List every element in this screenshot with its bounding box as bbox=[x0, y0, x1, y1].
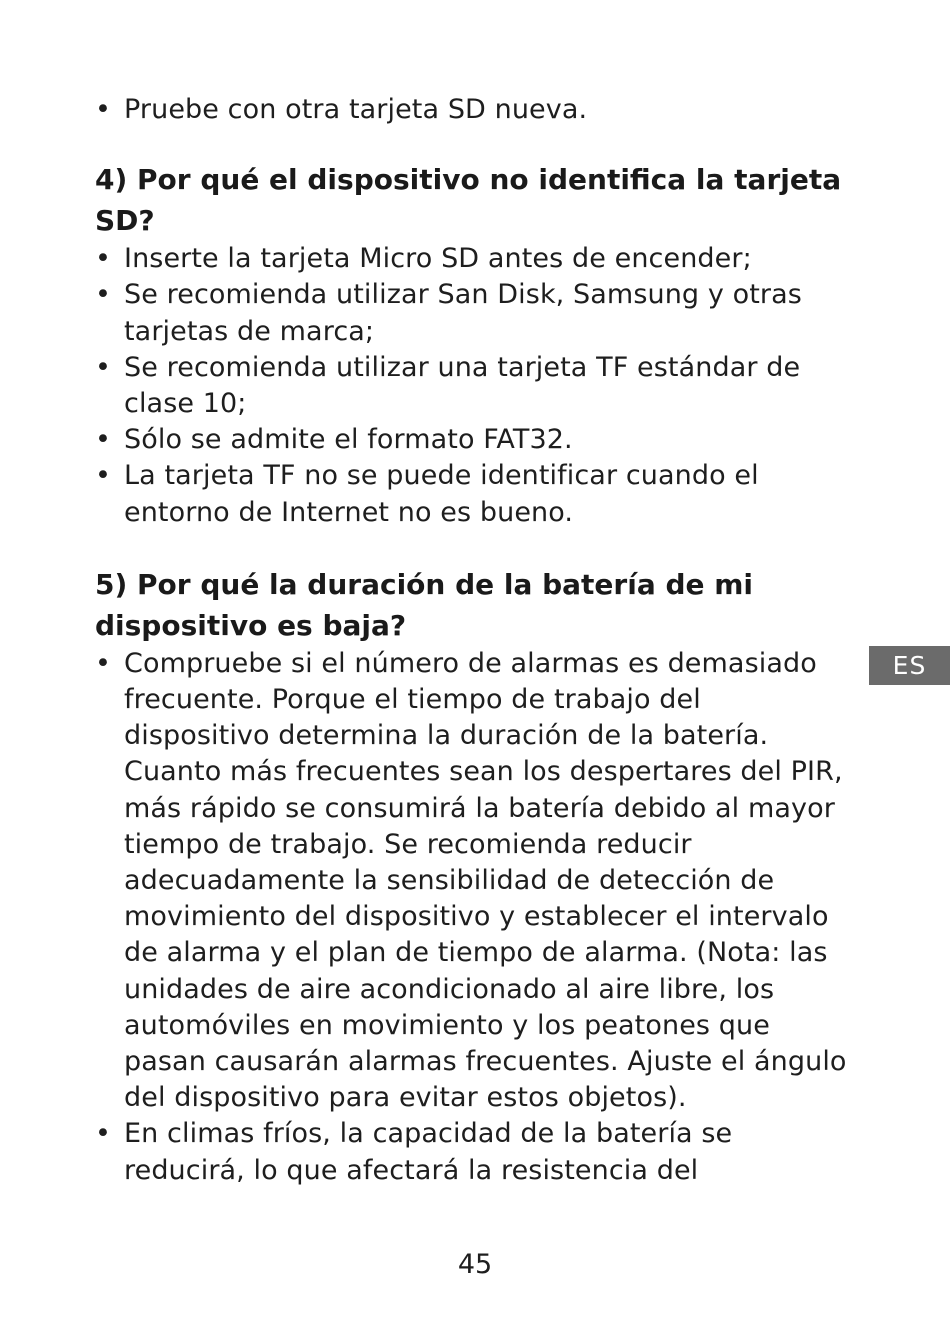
bullet-icon: • bbox=[95, 279, 112, 311]
list-item bbox=[95, 241, 855, 277]
bullet-icon: • bbox=[95, 460, 112, 492]
bullet-text: Compruebe si el número de alarmas es demasiado frecuente. Porque el tiempo de trabajo del dispositivo determina la duración de la batería. Cuanto más frecuentes sean los despertares del PIR, más rápido se consumirá la batería debido al mayor tiempo de trabajo. Se recomienda reducir adecuadamente la sensibilidad de detección de movimiento del dispositivo y establecer el intervalo de alarma y el plan de tiempo de alarma. (Nota: las unidades de aire acondicionado al aire libre, los automóviles en movimiento y los peatones que pasan causarán alarmas frecuentes. Ajuste el ángulo del dispositivo para evitar estos objetos). bbox=[124, 647, 847, 1114]
bullet-text: Se recomienda utilizar una tarjeta TF estándar de clase 10; bbox=[124, 351, 801, 420]
bullet-text: En climas fríos, la capacidad de la batería se reducirá, lo que afectará la resistencia del bbox=[124, 1118, 733, 1186]
language-tab: ES bbox=[869, 646, 950, 685]
bullet-text: Se recomienda utilizar San Disk, Samsung y otras tarjetas de marca; bbox=[124, 279, 802, 347]
bullet-text: Pruebe con otra tarjeta SD nueva. bbox=[124, 94, 588, 125]
list-item bbox=[95, 277, 855, 349]
list-item bbox=[95, 92, 855, 128]
bullet-text: Inserte la tarjeta Micro SD antes de encender; bbox=[124, 243, 752, 275]
list-item bbox=[95, 646, 855, 1117]
section-4-bullet-list bbox=[95, 241, 855, 531]
manual-page-content bbox=[95, 92, 855, 1189]
page-number: 45 bbox=[457, 1249, 493, 1280]
bullet-icon: • bbox=[95, 424, 112, 456]
section-5-bullet-list bbox=[95, 646, 855, 1189]
list-item bbox=[95, 350, 855, 422]
bullet-text: La tarjeta TF no se puede identificar cuando el entorno de Internet no es bueno. bbox=[124, 460, 759, 528]
intro-bullet-list bbox=[95, 92, 855, 128]
bullet-icon: • bbox=[95, 1118, 112, 1150]
list-item bbox=[95, 422, 855, 458]
bullet-icon: • bbox=[95, 243, 112, 275]
list-item bbox=[95, 1116, 855, 1188]
section-4-heading: 4) Por qué el dispositivo no identifica la tarjeta SD? bbox=[95, 163, 842, 238]
list-item bbox=[95, 458, 855, 530]
bullet-icon: • bbox=[95, 94, 112, 125]
section-5-heading: 5) Por qué la duración de la batería de mi dispositivo es baja? bbox=[95, 567, 754, 642]
bullet-icon: • bbox=[95, 647, 112, 679]
bullet-text: Sólo se admite el formato FAT32. bbox=[124, 424, 573, 456]
bullet-icon: • bbox=[95, 351, 112, 383]
